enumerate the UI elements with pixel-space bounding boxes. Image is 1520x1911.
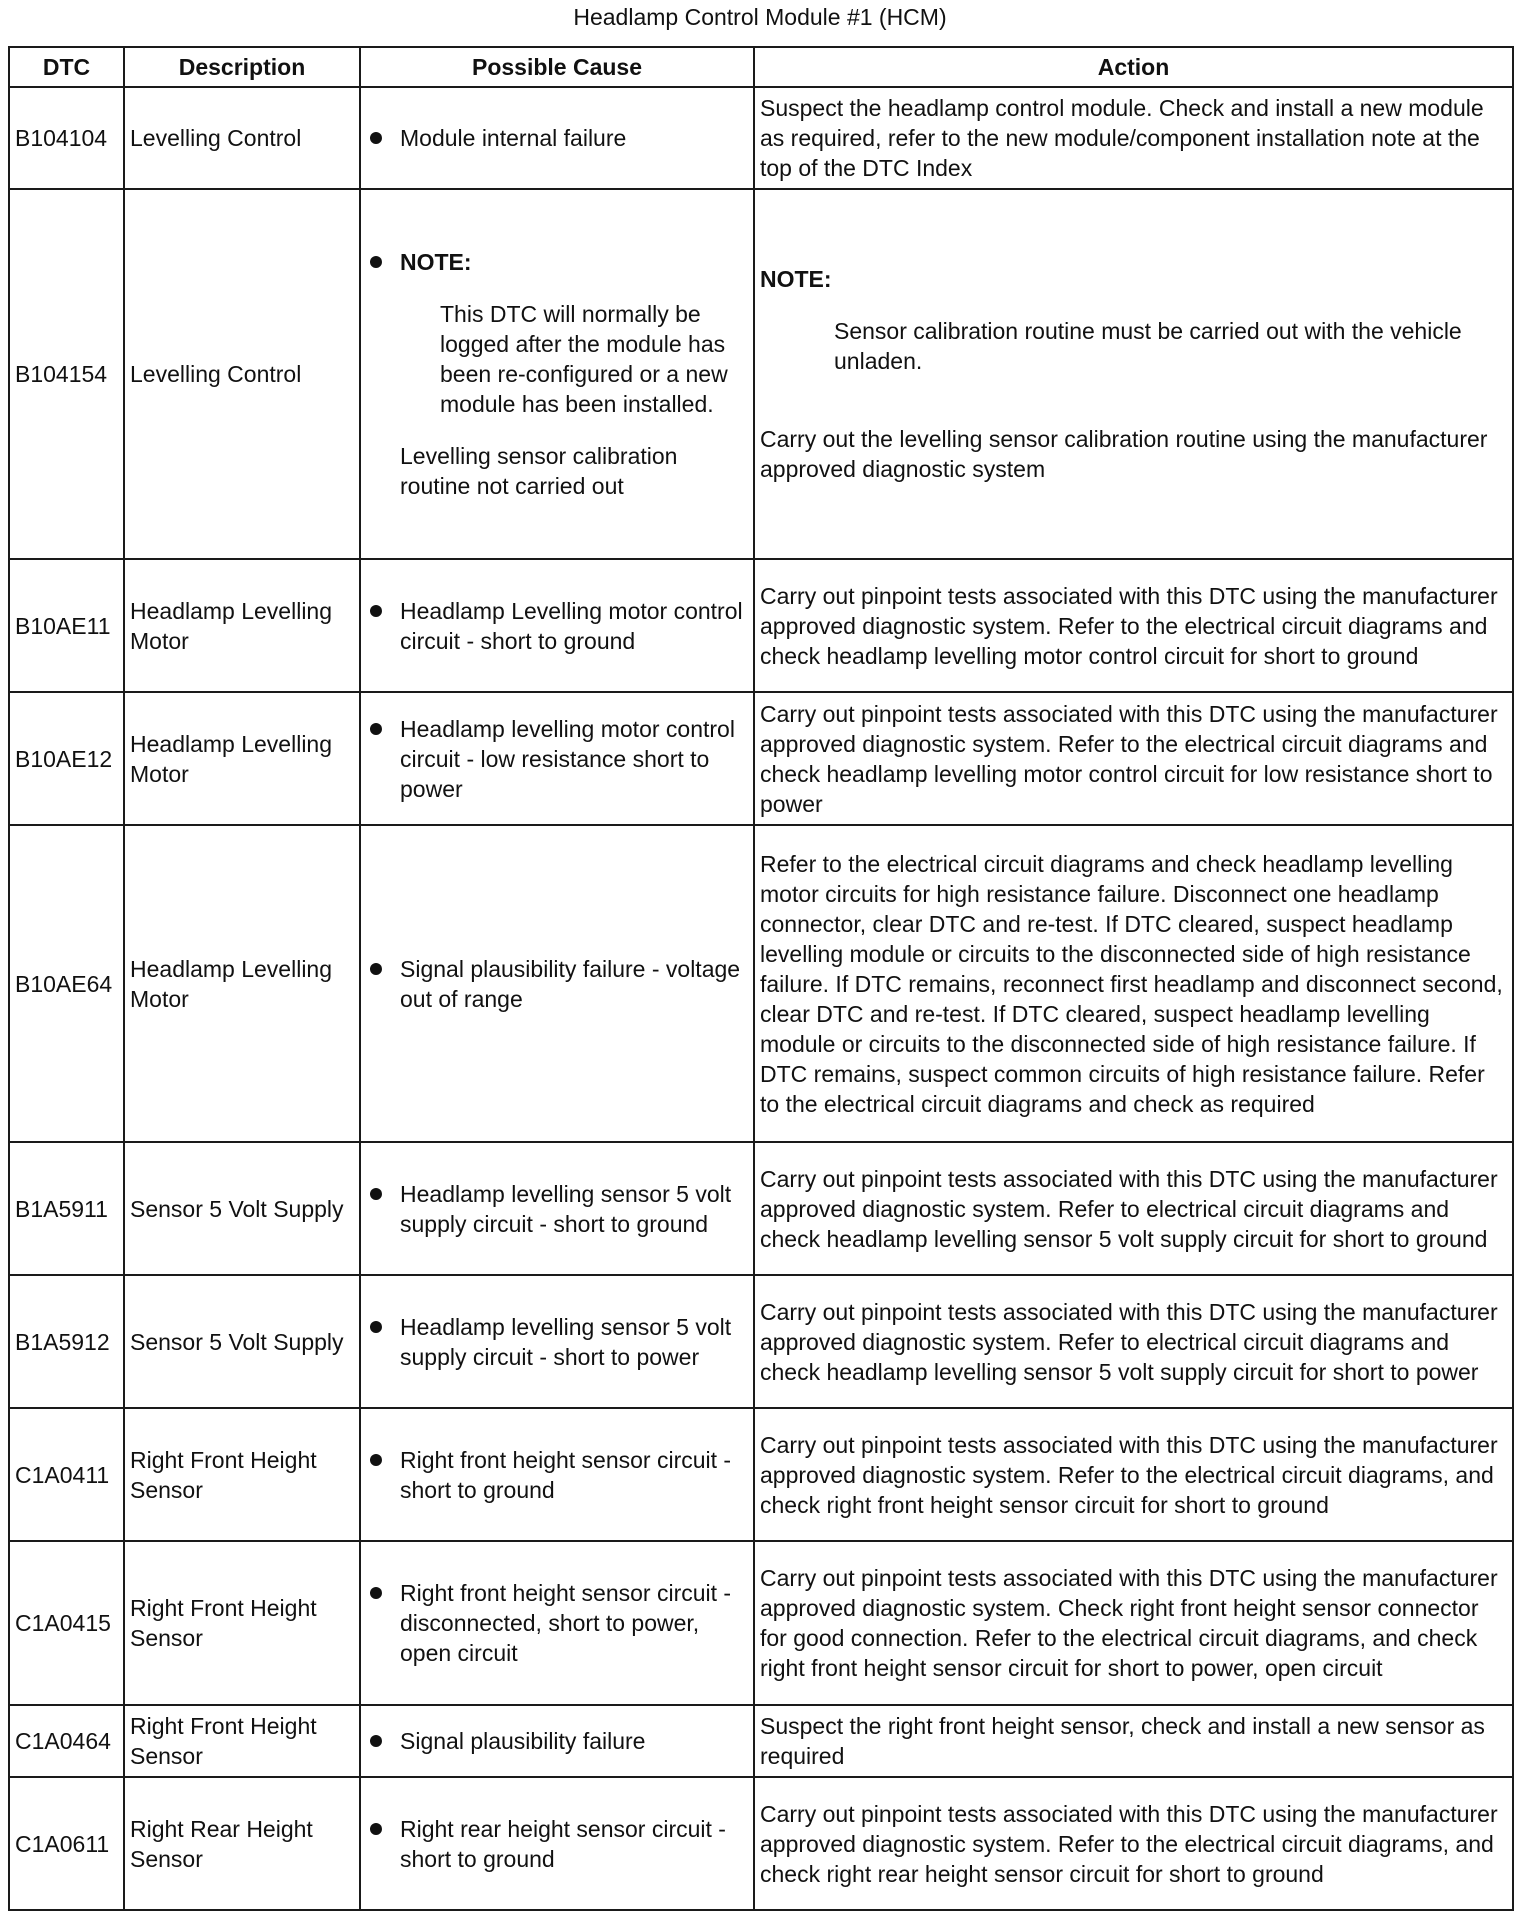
cause-text: Levelling sensor calibration routine not carried out (400, 443, 678, 499)
dtc-table (8, 46, 1514, 1911)
bullet-icon (370, 256, 382, 268)
cause-text: Headlamp levelling motor control circuit - low resistance short to power (400, 715, 735, 802)
header-dtc: DTC (9, 47, 124, 87)
dtc-code: C1A0415 (9, 1541, 124, 1705)
bullet-icon (370, 963, 382, 975)
dtc-description: Levelling Control (124, 87, 360, 189)
action-text: Suspect the right front height sensor, check and install a new sensor as required (754, 1705, 1513, 1777)
action-text: Refer to the electrical circuit diagrams and check headlamp levelling motor circuits for high resistance failure. Disconnect one headlamp connector, clear DTC and re-test. If DTC cleared, suspect headlamp levelling module or circuits to the disconnected side of high resistance failure. If DTC remains, reconnect first headlamp and disconnect second, clear DTC and re-test. If DTC cleared, suspect headlamp levelling module or circuits to the disconnected side of high resistance failure. If DTC remains, suspect common circuits of high resistance failure. Refer to the electrical circuit diagrams and check as required (754, 825, 1513, 1142)
dtc-description: Headlamp Levelling Motor (124, 692, 360, 825)
cause-note-label: NOTE: (400, 249, 472, 275)
possible-cause (360, 692, 754, 825)
action-text: Carry out pinpoint tests associated with this DTC using the manufacturer approved diagnostic system. Refer to the electrical circuit diagrams and check headlamp levelling motor control circuit for low resistance short to power (754, 692, 1513, 825)
dtc-description: Levelling Control (124, 189, 360, 559)
table-row (9, 692, 1513, 825)
dtc-code: B1A5912 (9, 1275, 124, 1408)
action-text: Carry out pinpoint tests associated with this DTC using the manufacturer approved diagnostic system. Check right front height sensor connector for good connection. Refer to the electrical circuit diagrams, and check right front height sensor circuit for short to power, open circuit (754, 1541, 1513, 1705)
header-possible-cause: Possible Cause (360, 47, 754, 87)
table-row (9, 1777, 1513, 1910)
bullet-icon (370, 1321, 382, 1333)
table-row (9, 1408, 1513, 1541)
action-text: Carry out pinpoint tests associated with this DTC using the manufacturer approved diagnostic system. Refer to the electrical circuit diagrams and check headlamp levelling motor control circuit for short to ground (754, 559, 1513, 692)
bullet-icon (370, 1823, 382, 1835)
table-row (9, 1705, 1513, 1777)
possible-cause (360, 559, 754, 692)
possible-cause (360, 87, 754, 189)
dtc-code: B10AE12 (9, 692, 124, 825)
action-text: Carry out pinpoint tests associated with this DTC using the manufacturer approved diagnostic system. Refer to electrical circuit diagrams and check headlamp levelling sensor 5 volt supply circuit for short to ground (754, 1142, 1513, 1275)
possible-cause (360, 1408, 754, 1541)
cause-text: Signal plausibility failure - voltage out of range (400, 955, 741, 1012)
dtc-description: Sensor 5 Volt Supply (124, 1275, 360, 1408)
table-header-row (9, 47, 1513, 87)
possible-cause (360, 1142, 754, 1275)
table-row (9, 1275, 1513, 1408)
dtc-code: C1A0411 (9, 1408, 124, 1541)
bullet-icon (370, 605, 382, 617)
possible-cause (360, 1705, 754, 1777)
table-row (9, 189, 1513, 559)
bullet-icon (370, 1454, 382, 1466)
action-cell (754, 189, 1513, 559)
cause-text: Headlamp Levelling motor control circuit - short to ground (400, 597, 743, 654)
table-row (9, 87, 1513, 189)
dtc-description: Right Front Height Sensor (124, 1408, 360, 1541)
dtc-code: B1A5911 (9, 1142, 124, 1275)
dtc-code: B104154 (9, 189, 124, 559)
possible-cause (360, 1275, 754, 1408)
action-note-label: NOTE: (760, 266, 832, 292)
cause-text: Right front height sensor circuit - disconnected, short to power, open circuit (400, 1580, 732, 1666)
action-text: Carry out pinpoint tests associated with this DTC using the manufacturer approved diagnostic system. Refer to the electrical circuit diagrams, and check right rear height sensor circuit for short to ground (754, 1777, 1513, 1910)
bullet-icon (370, 723, 382, 735)
bullet-icon (370, 1735, 382, 1747)
cause-text: Signal plausibility failure (400, 1728, 646, 1754)
dtc-code: B104104 (9, 87, 124, 189)
table-row (9, 1541, 1513, 1705)
table-row (9, 825, 1513, 1142)
dtc-description: Right Rear Height Sensor (124, 1777, 360, 1910)
dtc-code: C1A0611 (9, 1777, 124, 1910)
dtc-description: Sensor 5 Volt Supply (124, 1142, 360, 1275)
dtc-code: C1A0464 (9, 1705, 124, 1777)
cause-text: Right rear height sensor circuit - short to ground (400, 1815, 726, 1872)
dtc-code: B10AE64 (9, 825, 124, 1142)
table-row (9, 559, 1513, 692)
bullet-icon (370, 132, 382, 144)
action-text: Carry out pinpoint tests associated with this DTC using the manufacturer approved diagnostic system. Refer to the electrical circuit diagrams, and check right front height sensor circuit for short to ground (754, 1408, 1513, 1541)
dtc-description: Headlamp Levelling Motor (124, 559, 360, 692)
page-title: Headlamp Control Module #1 (HCM) (573, 4, 947, 30)
bullet-icon (370, 1188, 382, 1200)
header-action: Action (754, 47, 1513, 87)
possible-cause (360, 189, 754, 559)
header-description: Description (124, 47, 360, 87)
cause-text: Module internal failure (400, 125, 627, 151)
possible-cause (360, 825, 754, 1142)
dtc-description: Right Front Height Sensor (124, 1705, 360, 1777)
cause-text: Headlamp levelling sensor 5 volt supply circuit - short to power (400, 1313, 732, 1370)
cause-text: Headlamp levelling sensor 5 volt supply circuit - short to ground (400, 1180, 732, 1237)
dtc-code: B10AE11 (9, 559, 124, 692)
dtc-description: Right Front Height Sensor (124, 1541, 360, 1705)
possible-cause (360, 1777, 754, 1910)
action-text: Carry out pinpoint tests associated with this DTC using the manufacturer approved diagnostic system. Refer to electrical circuit diagrams and check headlamp levelling sensor 5 volt supply circuit for short to power (754, 1275, 1513, 1408)
cause-text: Right front height sensor circuit - short to ground (400, 1446, 732, 1503)
dtc-description: Headlamp Levelling Motor (124, 825, 360, 1142)
action-text: Carry out the levelling sensor calibration routine using the manufacturer approved diagnostic system (760, 426, 1488, 482)
bullet-icon (370, 1587, 382, 1599)
possible-cause (360, 1541, 754, 1705)
table-row (9, 1142, 1513, 1275)
cause-note-body: This DTC will normally be logged after the module has been re-configured or a new module has been installed. (440, 301, 728, 417)
action-text: Suspect the headlamp control module. Check and install a new module as required, refer to the new module/component installation note at the top of the DTC Index (754, 87, 1513, 189)
action-note-body: Sensor calibration routine must be carried out with the vehicle unladen. (834, 318, 1462, 374)
